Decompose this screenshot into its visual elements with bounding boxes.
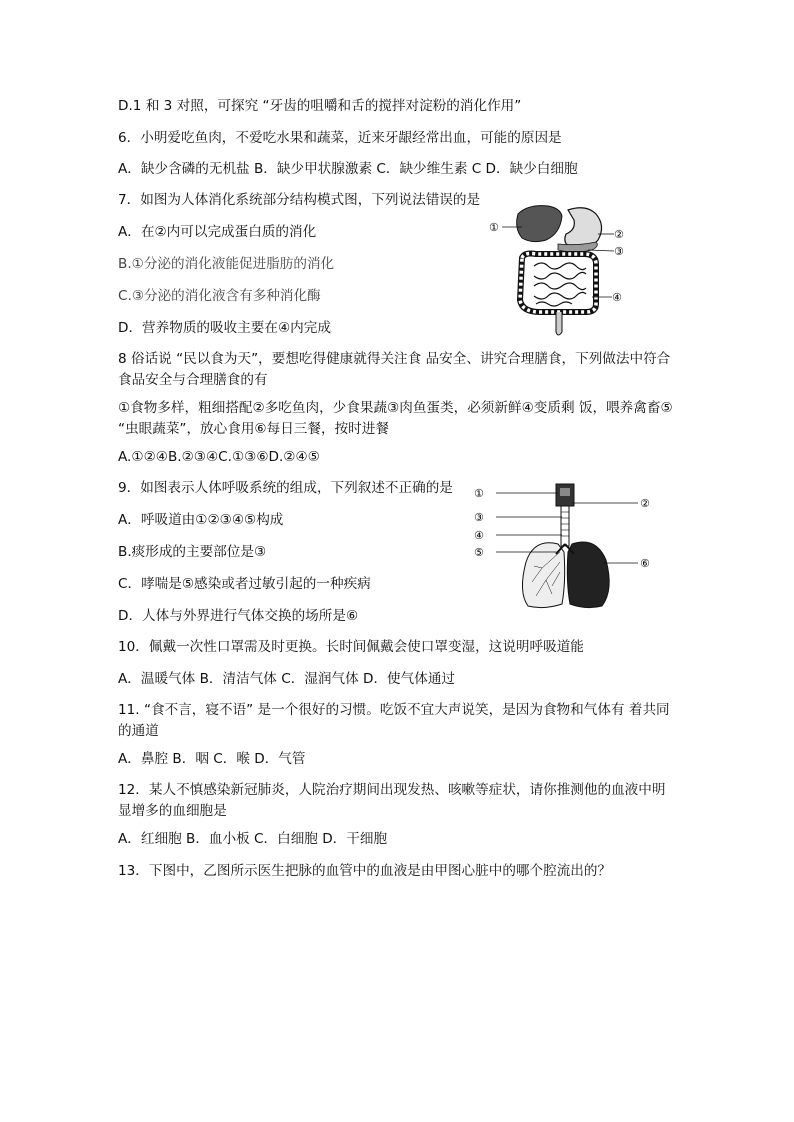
question-7-option-a: A．在②内可以完成蛋白质的消化 <box>118 224 317 240</box>
question-9: 9．如图表示人体呼吸系统的组成，下列叙述不正确的是 <box>118 480 453 496</box>
question-9-option-b: B.痰形成的主要部位是③ <box>118 544 267 560</box>
question-13: 13．下图中，乙图所示医生把脉的血管中的血液是由甲图心脏中的哪个腔流出的？ <box>118 863 612 879</box>
question-12: 12．某人不慎感染新冠肺炎，人院治疗期间出现发热、咳嗽等症状，请你推测他的血液中明显增多的血细胞是 <box>118 782 666 819</box>
question-6: 6．小明爱吃鱼肉，不爱吃水果和蔬菜，近来牙龈经常出血，可能的原因是 <box>118 130 562 146</box>
digestive-system-diagram <box>488 200 638 340</box>
label-2: ② <box>614 228 624 241</box>
label-3: ③ <box>474 511 484 524</box>
text-line: D.1 和 3 对照，可探究 “牙齿的咀嚼和舌的搅拌对淀粉的消化作用” <box>118 98 522 114</box>
question-7: 7．如图为人体消化系统部分结构模式图，下列说法错误的是 <box>118 192 481 208</box>
label-6: ⑥ <box>640 557 650 570</box>
question-9-option-a: A．呼吸道由①②③④⑤构成 <box>118 512 284 528</box>
label-4: ④ <box>474 529 484 542</box>
question-10: 10．佩戴一次性口罩需及时更换。长时间佩戴会使口罩变湿，这说明呼吸道能 <box>118 639 584 655</box>
respiratory-system-diagram <box>472 482 662 614</box>
question-7-option-d: D．营养物质的吸收主要在④内完成 <box>118 320 331 336</box>
label-1: ① <box>474 487 484 500</box>
label-3: ③ <box>614 245 624 258</box>
label-5: ⑤ <box>474 546 484 559</box>
question-9-option-c: C．哮喘是⑤感染或者过敏引起的一种疾病 <box>118 576 371 592</box>
question-8-items: ①食物多样，粗细搭配②多吃鱼肉，少食果蔬③肉鱼蛋类，必须新鲜④变质剩 饭，喂养禽畜⑤ “虫眼蔬菜”，放心食用⑥每日三餐，按时进餐 <box>118 400 673 437</box>
question-8-options: A.①②④B.②③④C.①③⑥D.②④⑤ <box>118 449 320 465</box>
question-9-option-d: D．人体与外界进行气体交换的场所是⑥ <box>118 608 359 624</box>
label-1: ① <box>489 221 499 234</box>
question-11: 11. “食不言，寝不语” 是一个很好的习惯。吃饭不宜大声说笑，是因为食物和气体有 着共同的通道 <box>118 702 670 739</box>
label-4: ④ <box>612 291 622 304</box>
question-11-options: A．鼻腔 B．咽 C．喉 D．气管 <box>118 751 306 767</box>
question-6-options: A．缺少含磷的无机盐 B．缺少甲状腺激素 C．缺少维生素 C D．缺少白细胞 <box>118 161 578 177</box>
question-7-option-b: B.①分泌的消化液能促进脂肪的消化 <box>118 256 335 272</box>
question-8: 8 俗话说 “民以食为天”，要想吃得健康就得关注食 品安全、讲究合理膳食，下列做法中符合食品安全与合理膳食的有 <box>118 351 671 388</box>
label-2: ② <box>640 497 650 510</box>
question-10-options: A．温暖气体 B．清洁气体 C．湿润气体 D．使气体通过 <box>118 671 456 687</box>
question-12-options: A．红细胞 B．血小板 C．白细胞 D．干细胞 <box>118 831 388 847</box>
question-7-option-c: C.③分泌的消化液含有多种消化酶 <box>118 288 321 304</box>
